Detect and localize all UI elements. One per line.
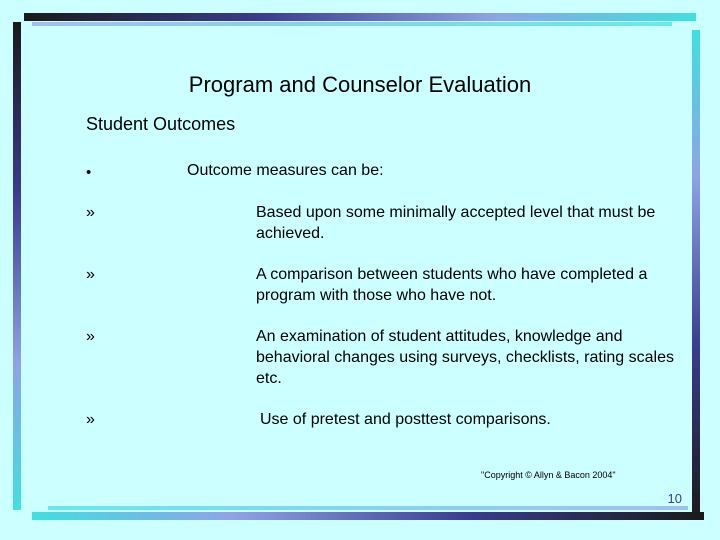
- frame-bar-bottom-inner: [48, 506, 688, 510]
- bullet-marker: •: [86, 164, 92, 181]
- slide-title: Program and Counselor Evaluation: [188, 72, 532, 97]
- copyright-notice: "Copyright © Allyn & Bacon 2004": [481, 470, 616, 480]
- sub-item-marker: »: [86, 411, 95, 428]
- page-number: 10: [667, 491, 682, 506]
- sub-item-text: An examination of student attitudes, knowledge and behavioral changes using surveys, checklists, rating scales etc.: [256, 328, 674, 387]
- slide-subtitle: Student Outcomes: [86, 114, 236, 134]
- sub-item-marker: »: [86, 328, 95, 345]
- sub-item-marker: »: [86, 204, 95, 221]
- sub-item-text: Use of pretest and posttest comparisons.: [260, 411, 551, 428]
- frame-bar-top-inner: [32, 22, 672, 26]
- frame-bar-right: [692, 30, 700, 518]
- bullet-intro-text: Outcome measures can be:: [187, 162, 384, 179]
- frame-bar-bottom: [32, 512, 704, 520]
- sub-item-text: Based upon some minimally accepted level that must be achieved.: [256, 204, 656, 242]
- sub-item-marker: »: [86, 266, 95, 283]
- frame-bar-top: [24, 13, 696, 21]
- sub-item-text: A comparison between students who have completed a program with those who have not.: [256, 266, 648, 304]
